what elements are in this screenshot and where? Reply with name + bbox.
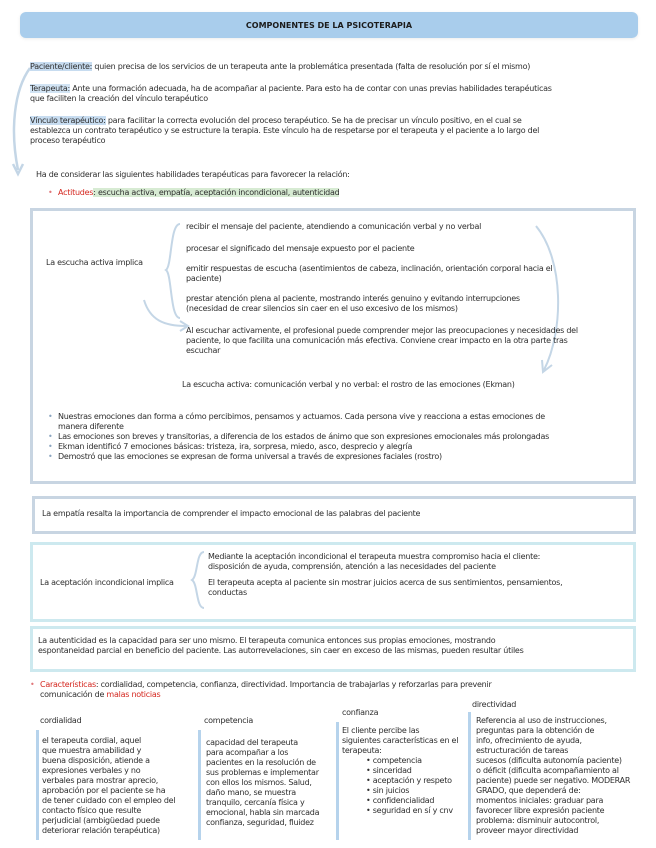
escucha-item: procesar el significado del mensaje expuesto por el paciente [186, 244, 415, 253]
autenticidad-line: La autenticidad es la capacidad para ser uno mismo. El terapeuta comunica entonces sus propias emociones, mostrando [38, 636, 496, 645]
definition-vinculo [30, 116, 642, 146]
competencia-line: confianza, seguridad, fluidez [206, 818, 314, 827]
aceptacion-line: Mediante la aceptación incondicional el terapeuta muestra compromiso hacia el cliente: [208, 552, 541, 561]
definition-text: para facilitar la correcta evolución del proceso terapéutico. Se ha de precisar un vínculo positivo, en el cual se [105, 116, 522, 125]
caracteristicas-text: comunicación de [40, 690, 107, 699]
confianza-item: • competencia [366, 756, 422, 765]
directividad-line: momentos iniciales: graduar para [476, 796, 604, 805]
escucha-label: La escucha activa implica [46, 258, 143, 267]
directividad-line: Referencia al uso de instrucciones, [476, 716, 607, 725]
term-vinculo: Vínculo terapéutico: [30, 116, 106, 125]
competencia-title: competencia [204, 716, 253, 725]
actitudes-label: Actitudes [58, 188, 94, 197]
competencia-line: emocional, habla sin marcada [206, 808, 320, 817]
escucha-result-line: Al escuchar activamente, el profesional puede comprender mejor las preocupaciones y necesidades del [186, 326, 578, 335]
aceptacion-text [208, 552, 618, 598]
directividad-line: estructuración de tareas [476, 746, 569, 755]
actitudes-line [58, 188, 339, 198]
list-item: • Demostró que las emociones se expresan de forma universal a través de expresiones faciales (rostro) [58, 452, 628, 462]
actitudes-text: : escucha activa, empatía, aceptación incondicional, autenticidad [93, 188, 340, 197]
directividad-text [476, 716, 636, 836]
cordialidad-line: que muestra amabilidad y [42, 746, 142, 755]
competencia-line: tranquilo, cercanía física y [206, 798, 305, 807]
confianza-intro-line: El cliente percibe las [342, 726, 420, 735]
directividad-line: proveer mayor directividad [476, 826, 579, 835]
confianza-item: • sinceridad [366, 766, 412, 775]
directividad-line: paciente) puede ser negativo. MODERAR [476, 776, 631, 785]
list-item: • Nuestras emociones dan forma a cómo percibimos, pensamos y actuamos. Cada persona vive y reacciona a estas emociones de [58, 412, 628, 422]
list-item: • Las emociones son breves y transitorias, a diferencia de los estados de ánimo que son expresiones emocionales más prolongadas [58, 432, 628, 442]
confianza-item: • sin juicios [366, 786, 410, 795]
escucha-item-line: emitir respuestas de escucha (asentimientos de cabeza, inclinación, orientación corporal hacia el [186, 264, 553, 273]
cordialidad-line: deteriorar relación terapéutica) [42, 826, 160, 835]
aceptacion-line: disposición de ayuda, comprensión, atención a las necesidades del paciente [208, 562, 496, 571]
cordialidad-line: buena disposición, atiende a [42, 756, 150, 765]
definition-text: Ante una formación adecuada, ha de acompañar al paciente. Para esto ha de contar con unas previas habilidades terapéuticas [69, 84, 552, 93]
escucha-item-line: (necesidad de crear silencios sin caer en el uso excesivo de los mismos) [186, 304, 458, 313]
escucha-item-line: paciente) [186, 274, 222, 283]
aceptacion-line: El terapeuta acepta al paciente sin mostrar juicios acerca de sus sentimientos, pensamientos, [208, 578, 563, 587]
brace-aceptacion [188, 550, 208, 610]
autenticidad-text [38, 636, 628, 656]
directividad-line: o déficit (dificulta acompañamiento al [476, 766, 619, 775]
malas-noticias-label: malas noticias [106, 690, 161, 699]
caracteristicas-text: : cordialidad, competencia, confianza, directividad. Importancia de trabajarlas y reforzarlas para prevenir [95, 680, 492, 689]
competencia-line: capacidad del terapeuta [206, 738, 298, 747]
cordialidad-line: perjudicial (ambigüedad puede [42, 816, 160, 825]
cordialidad-line: contacto físico que resulte [42, 806, 142, 815]
definition-text: quien precisa de los servicios de un terapeuta ante la problemática presentada (falta de resolución por sí el mismo) [92, 62, 531, 71]
competencia-text [206, 738, 334, 828]
column-bar [198, 730, 201, 840]
competencia-line: con ellos los mismos. Salud, [206, 778, 312, 787]
confianza-list [342, 756, 470, 816]
escucha-item: recibir el mensaje del paciente, atendiendo a comunicación verbal y no verbal [186, 222, 482, 231]
directividad-line: GRADO, que dependerá de: [476, 786, 581, 795]
emociones-heading: La escucha activa: comunicación verbal y no verbal: el rostro de las emociones (Ekman) [182, 380, 515, 389]
page-title: COMPONENTES DE LA PSICOTERAPIA [20, 12, 638, 38]
autenticidad-line: espontaneidad parcial en beneficio del paciente. Las autorrevelaciones, sin caer en exceso de las mismas, pueden resultar útiles [38, 646, 524, 655]
escucha-result-line: paciente, lo que facilita una comunicación más efectiva. Conviene crear impacto en la otra parte tras [186, 336, 568, 345]
definition-text: establezca un contrato terapéutico y se estructure la terapia. Este vínculo ha de respetarse por el terapeuta y el paciente a lo largo del [30, 126, 540, 135]
caracteristicas-label: Características [40, 680, 96, 689]
confianza-item: • aceptación y respeto [366, 776, 452, 785]
directividad-line: info, ofrecimiento de ayuda, [476, 736, 582, 745]
column-bar [336, 722, 339, 840]
competencia-line: daño mano, se muestra [206, 788, 296, 797]
caracteristicas-line [40, 680, 630, 700]
empatia-text: La empatía resalta la importancia de comprender el impacto emocional de las palabras del paciente [42, 509, 421, 518]
confianza-item: • confidencialidad [366, 796, 435, 805]
column-bar [36, 730, 39, 840]
competencia-line: pacientes en la resolución de [206, 758, 316, 767]
term-terapeuta: Terapeuta: [30, 84, 70, 93]
cordialidad-line: el terapeuta cordial, aquel [42, 736, 141, 745]
confianza-intro [342, 726, 470, 756]
aceptacion-label: La aceptación incondicional implica [40, 578, 174, 587]
escucha-result-line: escuchar [186, 346, 221, 355]
confianza-intro-line: terapeuta: [342, 746, 382, 755]
directividad-line: favorecer libre expresión paciente [476, 806, 605, 815]
definition-text: que faciliten la creación del vínculo terapéutico [30, 94, 208, 103]
confianza-title: confianza [342, 708, 379, 717]
cordialidad-text [42, 736, 192, 836]
competencia-line: para acompañar a los [206, 748, 289, 757]
cordialidad-line: expresiones verbales y no [42, 766, 141, 775]
directividad-line: problema: disminuir autocontrol, [476, 816, 600, 825]
cordialidad-line: de tener cuidado con el empleo del [42, 796, 176, 805]
list-item-continuation: manera diferente [58, 422, 124, 431]
escucha-result [186, 326, 626, 356]
directividad-line: preguntas para la obtención de [476, 726, 595, 735]
cordialidad-title: cordialidad [40, 716, 82, 725]
column-bar [468, 712, 471, 840]
confianza-intro-line: siguientes características en el [342, 736, 459, 745]
confianza-item: • seguridad en sí y cnv [366, 806, 453, 815]
competencia-line: sus problemas e implementar [206, 768, 319, 777]
term-paciente: Paciente/cliente: [30, 62, 93, 71]
definition-terapeuta [30, 84, 640, 104]
emociones-list [58, 412, 628, 462]
confianza-text [342, 726, 470, 816]
aceptacion-line: conductas [208, 588, 247, 597]
cordialidad-line: aprobación por el paciente se ha [42, 786, 166, 795]
definition-paciente [30, 62, 640, 72]
cordialidad-line: verbales para mostrar aprecio, [42, 776, 159, 785]
escucha-item-line: prestar atención plena al paciente, mostrando interés genuino y evitando interrupciones [186, 294, 520, 303]
directividad-line: sucesos (dificulta autonomía paciente) [476, 756, 622, 765]
flow-arrow-right [530, 220, 570, 380]
definition-text: proceso terapéutico [30, 136, 106, 145]
list-item: • Ekman identificó 7 emociones básicas: tristeza, ira, sorpresa, miedo, asco, desprecio y alegría [58, 442, 628, 452]
habilidades-intro: Ha de considerar las siguientes habilidades terapéuticas para favorecer la relación: [36, 170, 350, 179]
directividad-title: directividad [472, 700, 517, 709]
